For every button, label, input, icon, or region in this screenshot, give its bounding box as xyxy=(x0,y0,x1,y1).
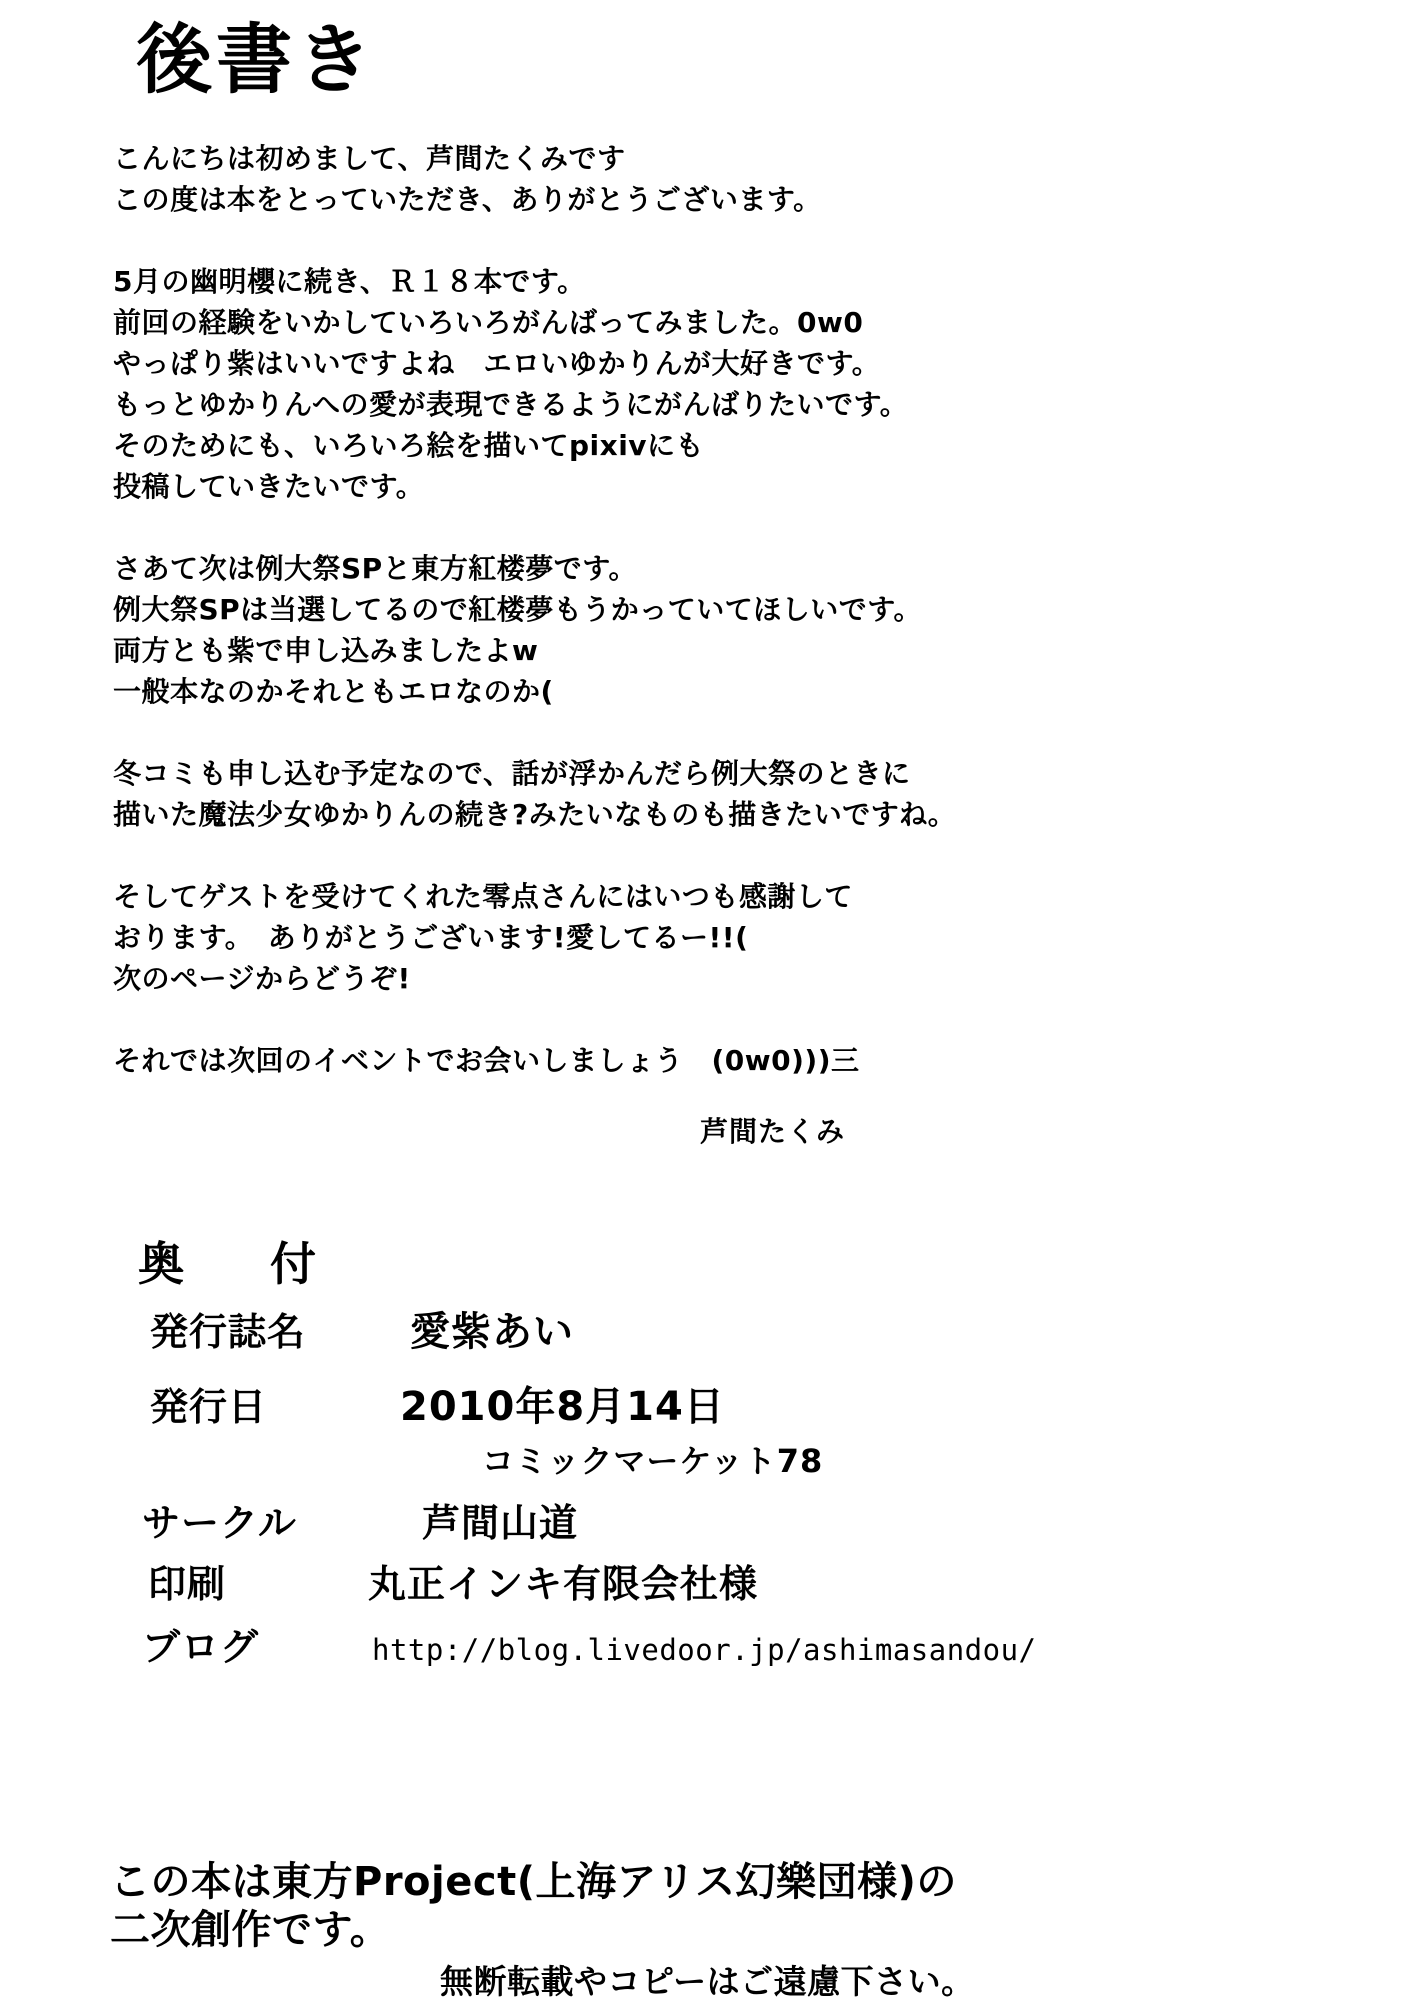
paragraph-spacer xyxy=(113,999,1293,1040)
colophon-row-title xyxy=(120,1300,1320,1357)
afterword-line: もっとゆかりんへの愛が表現できるようにがんばりたいです。 xyxy=(113,388,909,421)
afterword-line: 5月の幽明櫻に続き、Ｒ１８本です。 xyxy=(113,265,586,298)
paragraph-spacer xyxy=(113,220,1293,261)
colophon-value-title: 愛紫あい xyxy=(410,1309,574,1355)
afterword-line: そのためにも、いろいろ絵を描いてpixivにも xyxy=(113,429,705,462)
colophon-row-print xyxy=(120,1553,1320,1608)
afterword-line: 例大祭SPは当選してるので紅楼夢もうかっていてほしいです。 xyxy=(113,593,922,626)
afterword-line: やっぱり紫はいいですよね エロいゆかりんが大好きです。 xyxy=(113,347,881,380)
colophon-row-date xyxy=(120,1375,1320,1432)
afterword-line: おります。 ありがとうございます!愛してるー!!( xyxy=(113,921,749,954)
afterword-heading: 後書き xyxy=(136,15,376,104)
afterword-line: 投稿していきたいです。 xyxy=(113,470,425,503)
colophon-row-blog xyxy=(120,1616,1320,1671)
afterword-body xyxy=(113,138,1293,1081)
afterword-line: そしてゲストを受けてくれた零点さんにはいつも感謝して xyxy=(113,880,853,913)
colophon-label-title: 発行誌名 xyxy=(150,1310,307,1354)
afterword-line: 冬コミも申し込む予定なので、話が浮かんだら例大祭のときに xyxy=(113,757,911,790)
afterword-line: さあて次は例大祭SPと東方紅楼夢です。 xyxy=(113,552,637,585)
colophon-label-print: 印刷 xyxy=(148,1562,227,1606)
colophon-heading: 奥 付 xyxy=(138,1237,336,1291)
colophon-value-event: コミックマーケット78 xyxy=(482,1442,824,1480)
colophon-value-date: 2010年8月14日 xyxy=(400,1384,725,1430)
colophon-label-blog: ブログ xyxy=(142,1625,260,1669)
colophon-label-date: 発行日 xyxy=(150,1385,268,1429)
colophon-value-circle: 芦間山道 xyxy=(422,1501,579,1545)
reprint-warning: 無断転載やコピーはご遠慮下さい。 xyxy=(440,1962,975,2001)
afterword-line: 次のページからどうぞ! xyxy=(113,962,411,995)
colophon-label-circle: サークル xyxy=(142,1501,297,1545)
afterword-line: 前回の経験をいかしていろいろがんばってみました。0w0 xyxy=(113,306,864,339)
colophon-value-blog-url[interactable]: http://blog.livedoor.jp/ashimasandou/ xyxy=(372,1633,1037,1667)
colophon-row-circle xyxy=(120,1492,1320,1547)
copyright-line-1: この本は東方Project(上海アリス幻樂団様)の xyxy=(110,1859,957,1905)
copyright-notice xyxy=(110,1858,957,1954)
afterword-line: こんにちは初めまして、芦間たくみです xyxy=(113,142,626,175)
afterword-line: それでは次回のイベントでお会いしましょう (0w0)))三 xyxy=(113,1044,860,1077)
afterword-line: 描いた魔法少女ゆかりんの続き?みたいなものも描きたいですね。 xyxy=(113,798,957,831)
colophon-value-print: 丸正インキ有限会社様 xyxy=(368,1562,759,1606)
paragraph-spacer xyxy=(113,507,1293,548)
author-signature: 芦間たくみ xyxy=(700,1115,846,1148)
afterword-line: 一般本なのかそれともエロなのか( xyxy=(113,675,554,708)
paragraph-spacer xyxy=(113,712,1293,753)
afterword-line: この度は本をとっていただき、ありがとうございます。 xyxy=(113,183,822,216)
copyright-line-2: 二次創作です。 xyxy=(110,1907,391,1953)
colophon-table xyxy=(120,1300,1320,1677)
paragraph-spacer xyxy=(113,835,1293,876)
afterword-line: 両方とも紫で申し込みましたよw xyxy=(113,634,539,667)
